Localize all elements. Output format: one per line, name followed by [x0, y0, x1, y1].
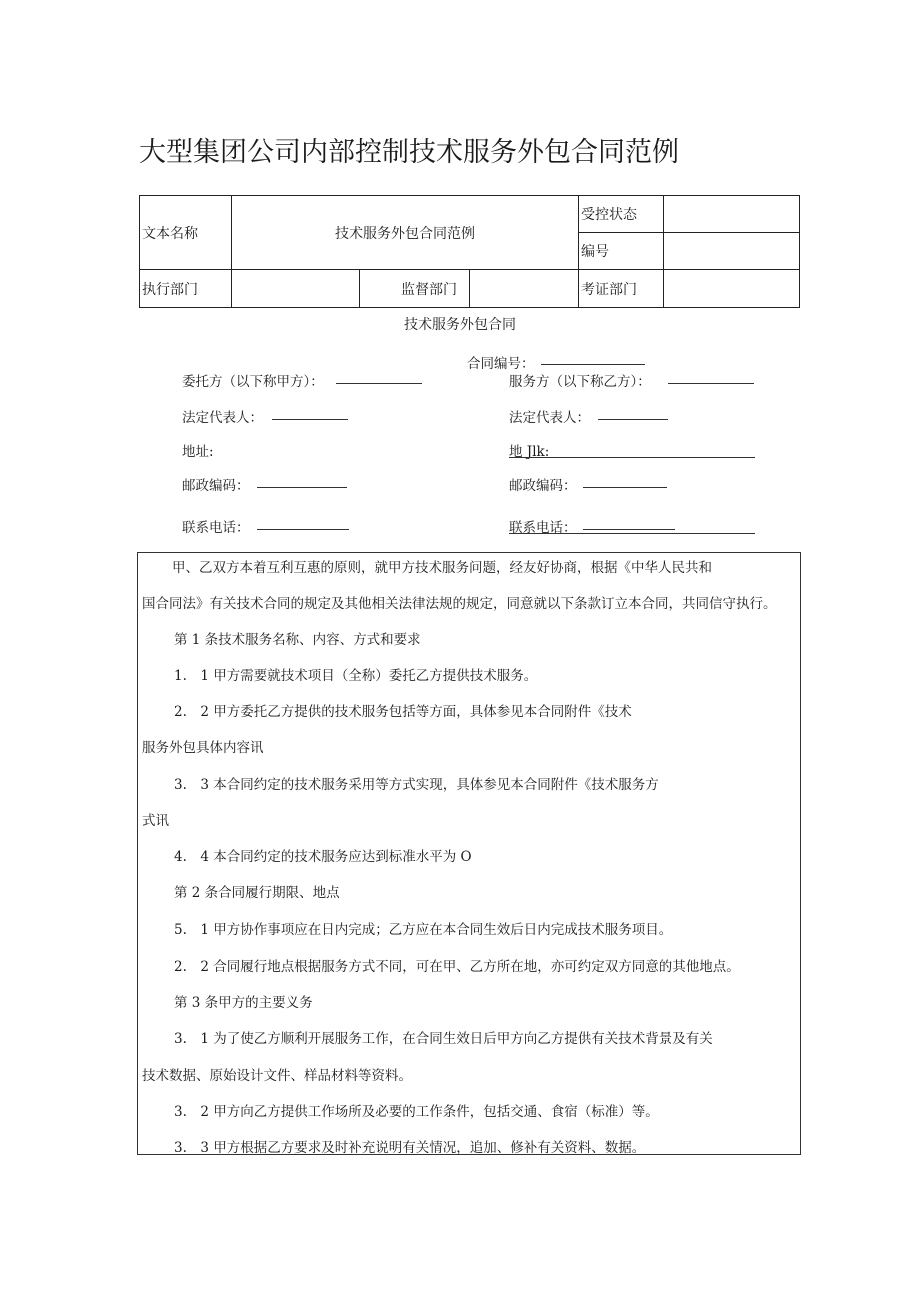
- party-b-rep-line: [598, 419, 668, 420]
- body-paragraph: 甲、乙双方本着互利互惠的原则，就甲方技术服务问题，经友好协商，根据《中华人民共和: [172, 560, 712, 576]
- party-a-rep-line: [272, 419, 348, 420]
- party-b-bottom-line: [509, 533, 755, 534]
- clause-item: 3. 3 甲方根据乙方要求及时补充说明有关情况，追加、修补有关资料、数据。: [174, 1140, 646, 1156]
- clause-item: 5. 1 甲方协作事项应在日内完成；乙方应在本合同生效后日内完成技术服务项目。: [174, 922, 673, 938]
- clause-item: 1. 1 甲方需要就技术项目（全称）委托乙方提供技术服务。: [174, 668, 538, 684]
- clause-heading: 第 3 条甲方的主要义务: [174, 995, 313, 1011]
- party-b-rep-label: 法定代表人：: [509, 410, 590, 426]
- document-title: 大型集团公司内部控制技术服务外包合同范例: [139, 137, 679, 168]
- party-a-postcode-line: [257, 487, 347, 488]
- clause-item: 4. 4 本合同约定的技术服务应达到标准水平为 O: [174, 849, 472, 865]
- number-label: 编号: [579, 233, 664, 270]
- exec-dept-label: 执行部门: [140, 270, 232, 308]
- body-paragraph: 国合同法》有关技术合同的规定及其他相关法律法规的规定，同意就以下条款订立本合同，共同信守执行。: [142, 596, 777, 612]
- contract-body: [137, 552, 801, 1155]
- audit-dept-value: [664, 270, 800, 308]
- doc-name-label: 文本名称: [140, 196, 232, 270]
- party-a-phone-line: [257, 529, 349, 530]
- party-b-postcode-line: [583, 487, 667, 488]
- party-a-name-label: 委托方（以下称甲方）：: [182, 374, 324, 390]
- party-a-name-line: [336, 383, 422, 384]
- clause-heading: 第 2 条合同履行期限、地点: [174, 885, 340, 901]
- control-status-value: [664, 196, 800, 233]
- clause-item: 服务外包具体内容讯: [142, 740, 264, 756]
- clause-item: 技术数据、原始设计文件、样品材料等资料。: [142, 1068, 412, 1084]
- clause-item: 3. 2 甲方向乙方提供工作场所及必要的工作条件，包括交通、食宿（标准）等。: [174, 1104, 659, 1120]
- party-a-phone-label: 联系电话：: [182, 520, 250, 536]
- party-b-name-label: 服务方（以下称乙方）：: [509, 374, 651, 390]
- doc-name-value: 技术服务外包合同范例: [232, 196, 579, 270]
- clause-item: 3. 1 为了使乙方顺利开展服务工作，在合同生效日后甲方向乙方提供有关技术背景及有关: [174, 1031, 713, 1047]
- header-table: [139, 195, 800, 308]
- party-b-postcode-label: 邮政编码：: [509, 478, 577, 494]
- party-b-address-label: 地 Jlk:: [509, 444, 550, 460]
- control-status-label: 受控状态: [579, 196, 664, 233]
- audit-dept-label: 考证部门: [579, 270, 664, 308]
- party-a-address-label: 地址:: [182, 444, 214, 460]
- clause-item: 式讯: [142, 813, 169, 829]
- party-b-phone-line: [583, 529, 675, 530]
- party-a-rep-label: 法定代表人：: [182, 410, 263, 426]
- contract-number-label: 合同编号：: [467, 356, 535, 372]
- number-value: [664, 233, 800, 270]
- clause-item: 2. 2 合同履行地点根据服务方式不同，可在甲、乙方所在地，亦可约定双方同意的其他地点。: [174, 959, 740, 975]
- exec-dept-value: [232, 270, 360, 308]
- party-b-phone-label: 联系电话：: [509, 520, 577, 536]
- clause-heading: 第 1 条技术服务名称、内容、方式和要求: [174, 632, 421, 648]
- party-a-postcode-label: 邮政编码：: [182, 478, 250, 494]
- supervise-dept-value: [470, 270, 579, 308]
- party-b-name-line: [668, 383, 754, 384]
- contract-number-line: [541, 364, 645, 365]
- supervise-dept-label: 监督部门: [360, 270, 470, 308]
- clause-item: 3. 3 本合同约定的技术服务采用等方式实现，具体参见本合同附件《技术服务方: [174, 777, 659, 793]
- party-b-address-line: [509, 457, 755, 458]
- contract-heading: 技术服务外包合同: [404, 317, 516, 333]
- clause-item: 2. 2 甲方委托乙方提供的技术服务包括等方面，具体参见本合同附件《技术: [174, 704, 632, 720]
